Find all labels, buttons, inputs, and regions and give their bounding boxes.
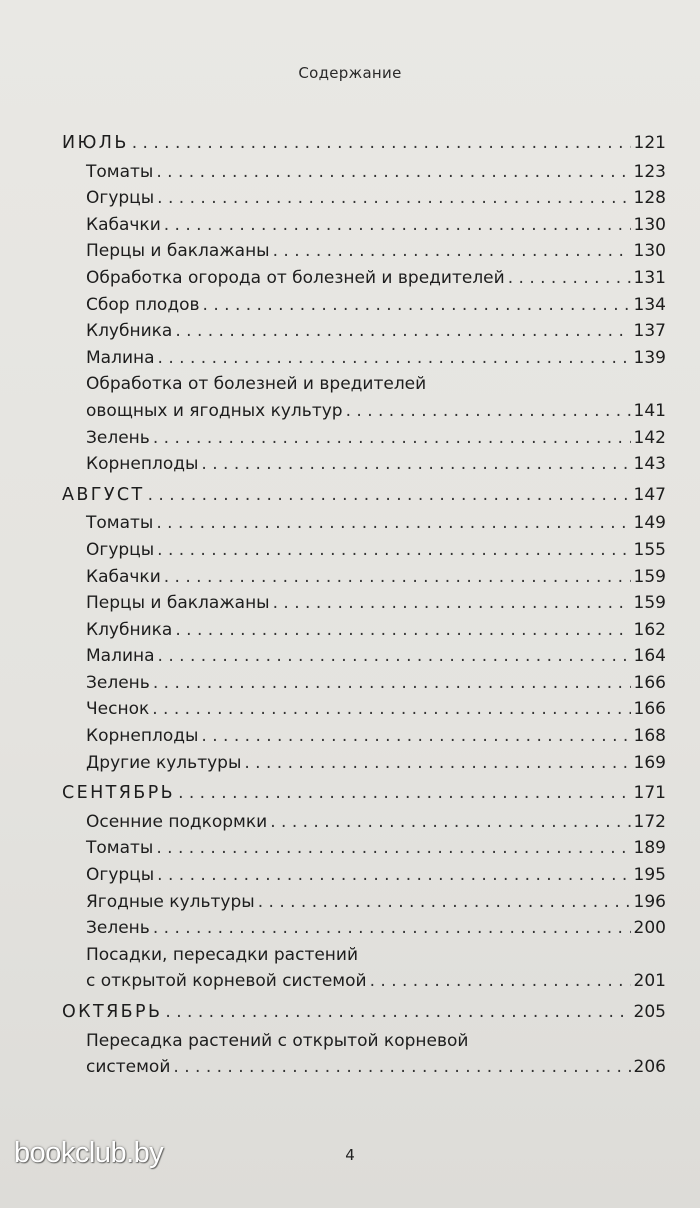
page-number: 149 (633, 513, 666, 534)
toc-chapter-october (62, 999, 666, 1026)
running-head: Содержание (298, 64, 402, 82)
page-number: 137 (633, 321, 666, 342)
dot-leader (156, 510, 630, 537)
page-number: 131 (633, 267, 666, 288)
dot-leader (132, 130, 631, 157)
dot-leader (273, 238, 631, 265)
dot-leader (158, 643, 631, 670)
toc-entry (62, 510, 666, 537)
page-number: 166 (633, 672, 666, 693)
page-number: 155 (633, 539, 666, 560)
page-number: 172 (633, 811, 666, 832)
toc-entry (62, 292, 666, 319)
entry-title-line2: с открытой корневой системой (86, 971, 367, 992)
toc-entry (62, 185, 666, 212)
toc-entry (62, 425, 666, 452)
dot-leader (152, 696, 630, 723)
dot-leader (158, 345, 631, 372)
entry-title: Перцы и баклажаны (86, 241, 270, 262)
toc-entry (62, 643, 666, 670)
entry-title: Зелень (86, 918, 150, 939)
dot-leader (156, 159, 630, 186)
entry-title: Чеснок (86, 699, 150, 720)
page-number: 169 (633, 752, 666, 773)
chapter-title: СЕНТЯБРЬ (62, 783, 176, 804)
entry-title-line2: овощных и ягодных культур (86, 400, 343, 421)
page-number: 134 (633, 294, 666, 315)
dot-leader (178, 780, 630, 807)
toc-entry (62, 238, 666, 265)
toc-entry (62, 723, 666, 750)
toc-entry (62, 537, 666, 564)
entry-title: Обработка огорода от болезней и вредителей (86, 267, 505, 288)
entry-last-line (86, 398, 666, 425)
toc-entry (62, 750, 666, 777)
dot-leader (164, 212, 631, 239)
page-number: 201 (633, 971, 666, 992)
toc-chapter-july (62, 130, 666, 157)
table-of-contents (62, 126, 666, 1081)
entry-title: Огурцы (86, 188, 155, 209)
toc-entry (62, 617, 666, 644)
toc-entry (62, 212, 666, 239)
dot-leader (165, 999, 630, 1026)
entry-title: Томаты (86, 838, 154, 859)
toc-entry (62, 835, 666, 862)
dot-leader (203, 292, 631, 319)
toc-entry (62, 159, 666, 186)
entry-title: Сбор плодов (86, 294, 200, 315)
entry-title: Кабачки (86, 214, 161, 235)
entry-title: Зелень (86, 427, 150, 448)
toc-chapter-august (62, 482, 666, 509)
dot-leader (370, 968, 631, 995)
dot-leader (157, 862, 630, 889)
dot-leader (157, 537, 630, 564)
page-number: 147 (633, 484, 666, 505)
dot-leader (201, 451, 630, 478)
chapter-title: ОКТЯБРЬ (62, 1002, 163, 1022)
page-folio: 4 (345, 1146, 355, 1164)
entry-title-line1: Пересадка растений с открытой корневой (86, 1030, 469, 1051)
dot-leader (508, 265, 631, 292)
entry-last-line (86, 968, 666, 995)
entry-title-line1: Обработка от болезней и вредителей (86, 374, 427, 395)
page-number: 166 (633, 699, 666, 720)
page-number: 141 (633, 400, 666, 421)
toc-chapter-september (62, 780, 666, 807)
page-number: 123 (633, 161, 666, 182)
page-number: 159 (633, 593, 666, 614)
entry-title: Перцы и баклажаны (86, 593, 270, 614)
dot-leader (153, 425, 631, 452)
entry-title: Зелень (86, 672, 150, 693)
page-number: 200 (633, 918, 666, 939)
site-watermark: bookclub.by (14, 1137, 164, 1169)
entry-title: Томаты (86, 161, 154, 182)
entry-title-line2: системой (86, 1057, 171, 1078)
entry-title: Малина (86, 347, 155, 368)
page-number: 143 (633, 454, 666, 475)
entry-title: Малина (86, 646, 155, 667)
page-number: 205 (633, 1002, 666, 1022)
toc-entry-multiline (62, 371, 666, 424)
page-number: 162 (633, 619, 666, 640)
entry-title: Томаты (86, 513, 154, 534)
entry-title: Клубника (86, 321, 173, 342)
chapter-title: АВГУСТ (62, 484, 145, 505)
page-number: 195 (633, 865, 666, 886)
entry-title: Огурцы (86, 865, 155, 886)
entry-title: Огурцы (86, 539, 155, 560)
dot-leader (258, 889, 631, 916)
toc-entry (62, 265, 666, 292)
dot-leader (201, 723, 630, 750)
toc-entry (62, 318, 666, 345)
dot-leader (164, 564, 631, 591)
entry-title: Кабачки (86, 566, 161, 587)
entry-last-line (86, 1054, 666, 1081)
toc-entry (62, 862, 666, 889)
dot-leader (244, 750, 630, 777)
dot-leader (173, 1054, 630, 1081)
entry-title: Осенние подкормки (86, 811, 268, 832)
page-number: 164 (633, 646, 666, 667)
page-number: 121 (633, 133, 666, 153)
entry-title: Клубника (86, 619, 173, 640)
dot-leader (273, 590, 631, 617)
dot-leader (346, 398, 631, 425)
entry-title: Корнеплоды (86, 726, 199, 747)
toc-entry (62, 345, 666, 372)
page-number: 159 (633, 566, 666, 587)
page-number: 139 (633, 347, 666, 368)
toc-entry-multiline (62, 942, 666, 995)
toc-entry (62, 809, 666, 836)
chapter-title: ИЮЛЬ (62, 133, 129, 153)
toc-entry (62, 670, 666, 697)
dot-leader (148, 482, 631, 509)
toc-entry (62, 889, 666, 916)
page-number: 130 (633, 241, 666, 262)
dot-leader (156, 835, 630, 862)
page-number: 168 (633, 726, 666, 747)
toc-entry (62, 564, 666, 591)
dot-leader (153, 670, 631, 697)
toc-entry (62, 915, 666, 942)
toc-entry (62, 696, 666, 723)
page-number: 142 (633, 427, 666, 448)
dot-leader (270, 809, 630, 836)
entry-title: Другие культуры (86, 752, 242, 773)
entry-title: Ягодные культуры (86, 891, 255, 912)
page-number: 128 (633, 188, 666, 209)
page-number: 189 (633, 838, 666, 859)
page-number: 130 (633, 214, 666, 235)
page-number: 206 (633, 1057, 666, 1078)
toc-entry-multiline (62, 1028, 666, 1081)
dot-leader (175, 318, 630, 345)
dot-leader (157, 185, 630, 212)
entry-title-line1: Посадки, пересадки растений (86, 944, 359, 965)
dot-leader (153, 915, 631, 942)
toc-entry (62, 451, 666, 478)
toc-entry (62, 590, 666, 617)
entry-title: Корнеплоды (86, 454, 199, 475)
page-number: 196 (633, 891, 666, 912)
page-number: 171 (633, 783, 666, 804)
dot-leader (175, 617, 630, 644)
